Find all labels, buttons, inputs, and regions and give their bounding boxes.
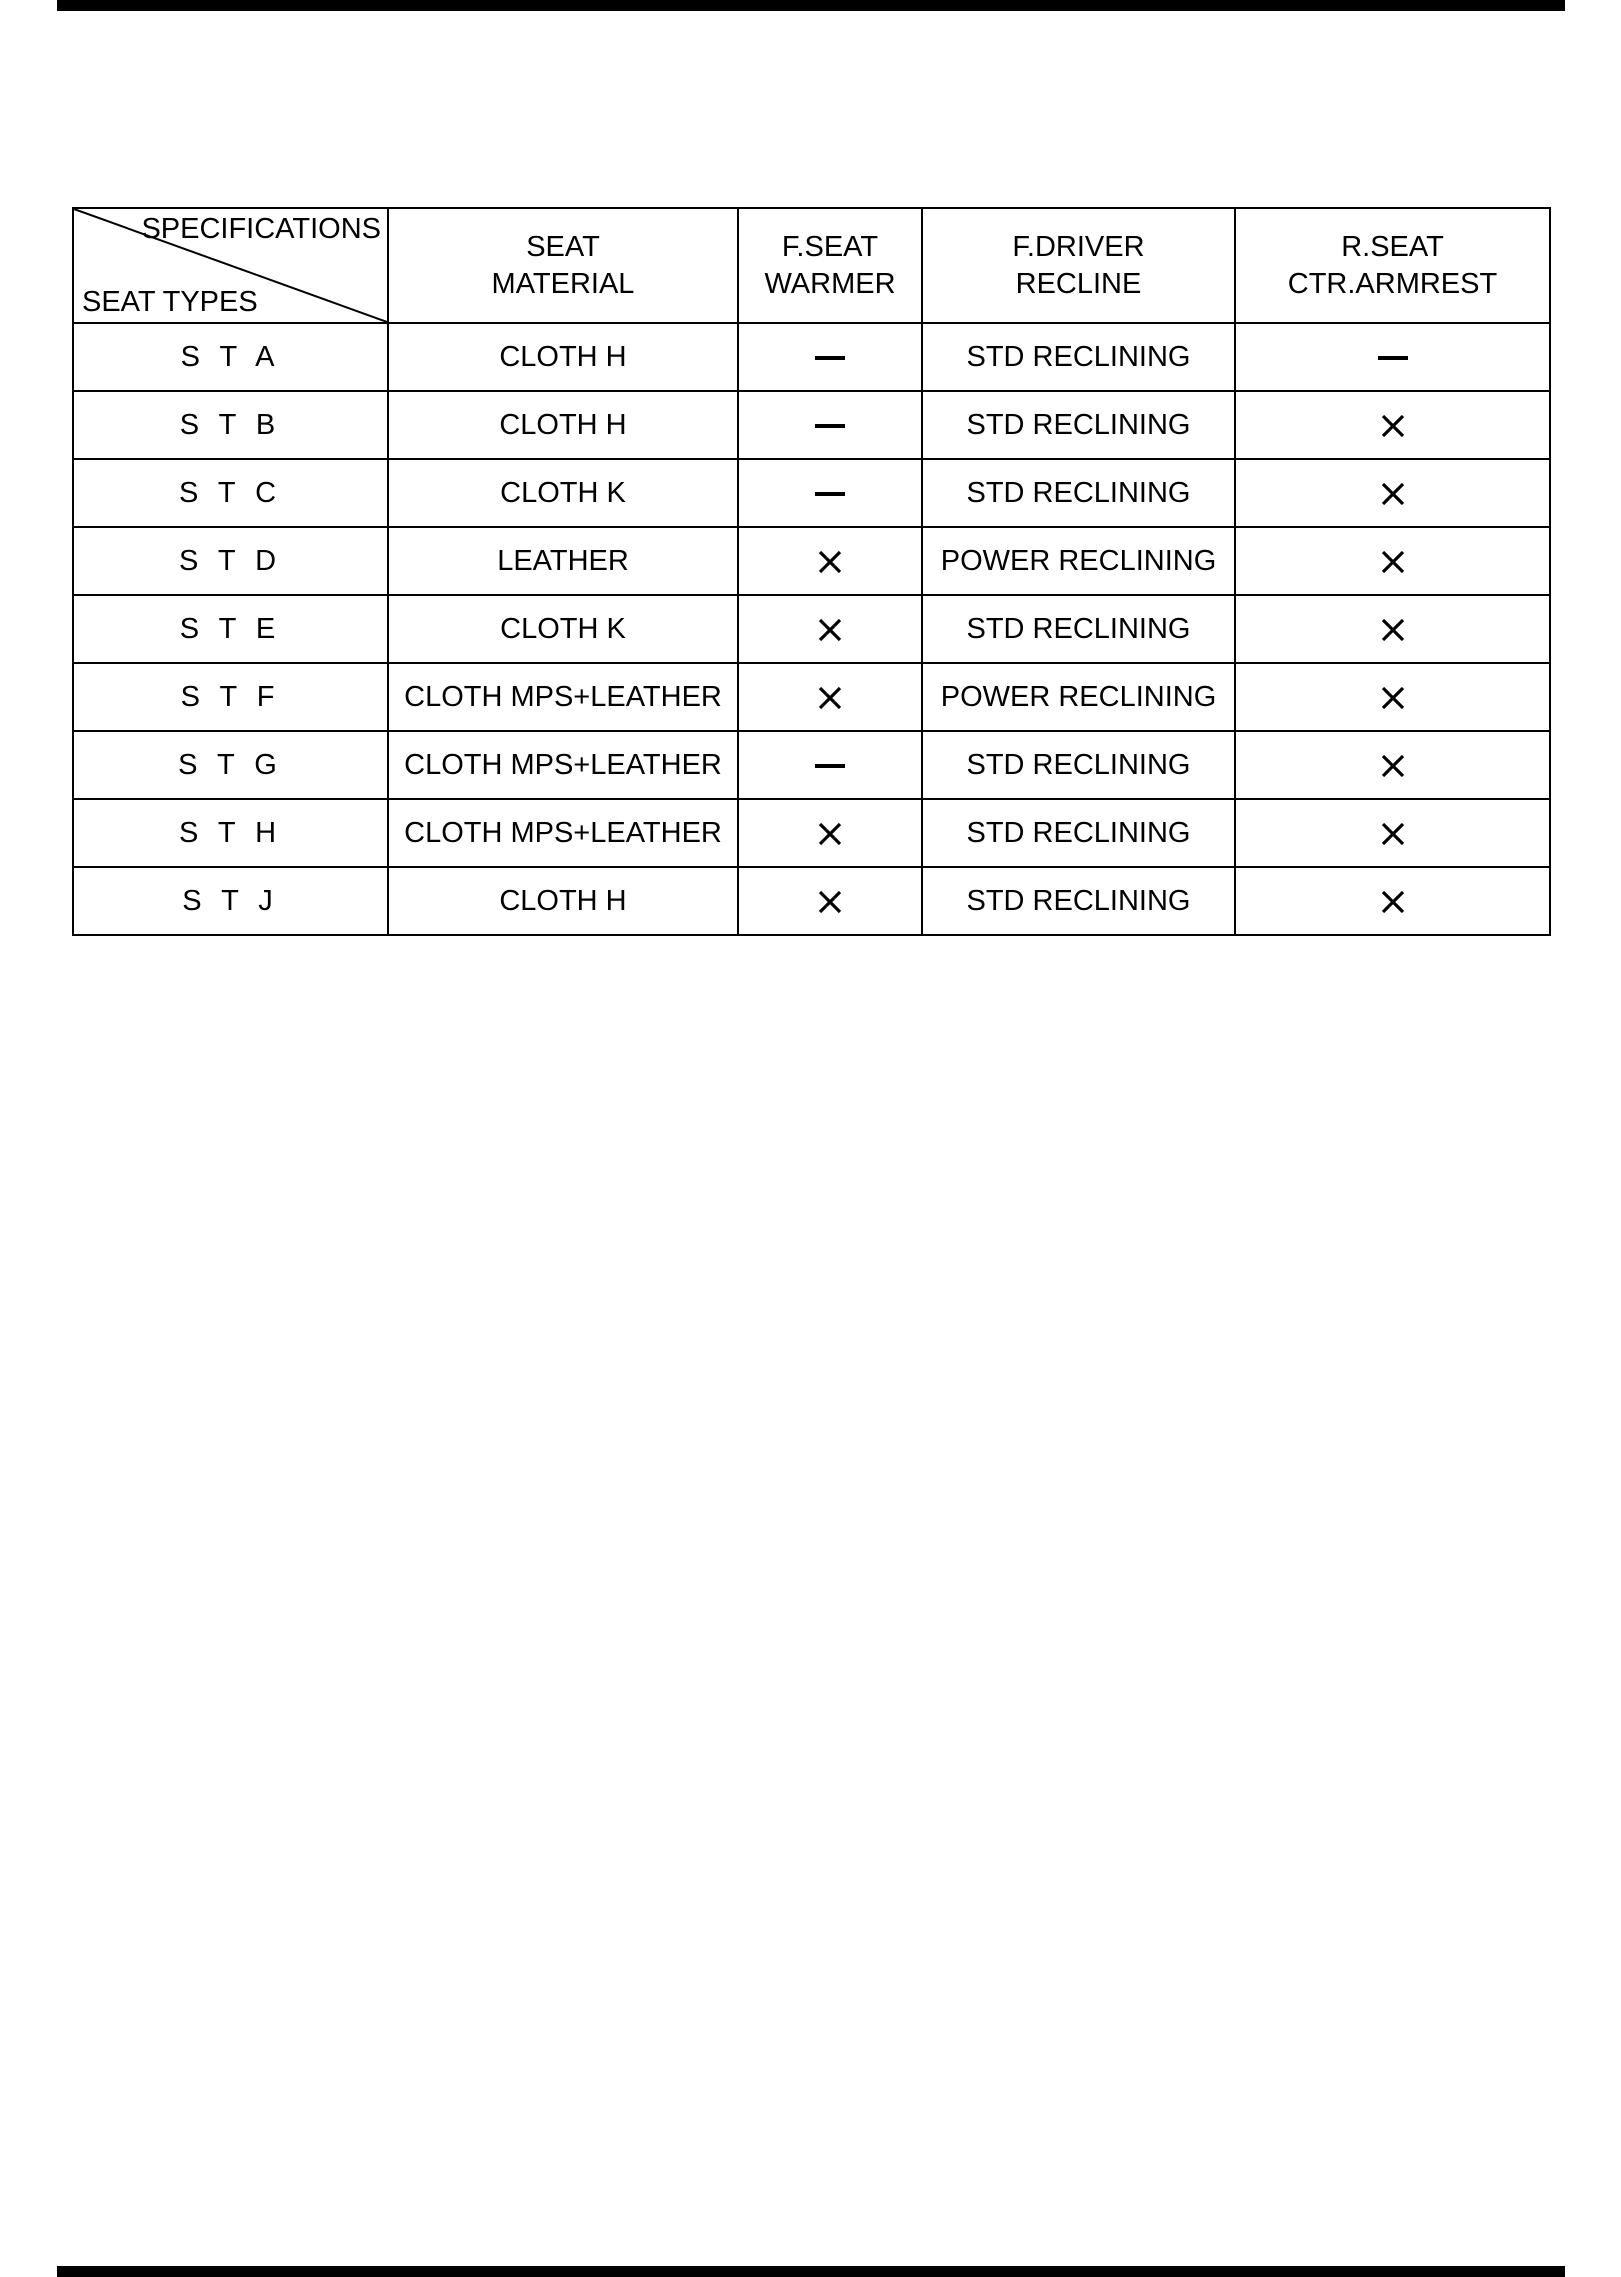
armrest-cell xyxy=(1235,663,1550,731)
driver-recline-cell: STD RECLINING xyxy=(922,867,1235,935)
dash-icon xyxy=(815,751,845,781)
seat-type-cell: S T C xyxy=(178,476,283,509)
table-row xyxy=(73,527,1550,595)
armrest-cell xyxy=(1235,731,1550,799)
driver-recline-cell: STD RECLINING xyxy=(922,391,1235,459)
dash-icon xyxy=(815,479,845,509)
dash-icon xyxy=(815,411,845,441)
corner-header-cell xyxy=(73,208,388,323)
seat-material-cell: CLOTH MPS+LEATHER xyxy=(388,799,738,867)
cross-icon xyxy=(815,615,845,645)
seat-material-cell: CLOTH K xyxy=(388,459,738,527)
seat-warmer-cell xyxy=(738,867,922,935)
seat-material-cell: CLOTH H xyxy=(388,323,738,391)
column-header-line: CTR.ARMREST xyxy=(1287,267,1498,300)
cross-icon xyxy=(1378,479,1408,509)
seat-material-cell: CLOTH MPS+LEATHER xyxy=(388,731,738,799)
seat-warmer-cell xyxy=(738,799,922,867)
seat-warmer-cell xyxy=(738,731,922,799)
top-rule xyxy=(57,0,1565,11)
armrest-cell xyxy=(1235,323,1550,391)
seat-material-cell: CLOTH H xyxy=(388,391,738,459)
seat-type-cell: S T A xyxy=(180,340,281,373)
seat-material-cell: CLOTH K xyxy=(388,595,738,663)
table-row xyxy=(73,391,1550,459)
specifications-label: SPECIFICATIONS xyxy=(141,213,381,245)
seat-spec-table xyxy=(72,207,1551,936)
table-row xyxy=(73,867,1550,935)
seat-warmer-cell xyxy=(738,391,922,459)
cross-icon xyxy=(1378,819,1408,849)
driver-recline-cell: POWER RECLINING xyxy=(922,527,1235,595)
seat-type-cell: S T E xyxy=(179,612,282,645)
seat-warmer-cell xyxy=(738,663,922,731)
seat-material-cell: CLOTH H xyxy=(388,867,738,935)
column-header-driver-recline xyxy=(922,208,1235,323)
table-row xyxy=(73,595,1550,663)
table-row xyxy=(73,799,1550,867)
cross-icon xyxy=(815,547,845,577)
cross-icon xyxy=(1378,547,1408,577)
armrest-cell xyxy=(1235,595,1550,663)
seat-warmer-cell xyxy=(738,459,922,527)
seat-type-cell: S T F xyxy=(180,680,281,713)
column-header-line: SEAT xyxy=(526,230,600,263)
column-header-line: WARMER xyxy=(764,267,896,300)
driver-recline-cell: STD RECLINING xyxy=(922,459,1235,527)
seat-material-cell: CLOTH MPS+LEATHER xyxy=(388,663,738,731)
column-header-armrest xyxy=(1235,208,1550,323)
column-header-line: F.SEAT xyxy=(781,230,879,263)
column-header-line: RECLINE xyxy=(1015,267,1142,300)
driver-recline-cell: POWER RECLINING xyxy=(922,663,1235,731)
seat-type-cell: S T G xyxy=(178,748,283,781)
armrest-cell xyxy=(1235,459,1550,527)
armrest-cell xyxy=(1235,867,1550,935)
driver-recline-cell: STD RECLINING xyxy=(922,595,1235,663)
seat-material-cell: LEATHER xyxy=(388,527,738,595)
seat-warmer-cell xyxy=(738,323,922,391)
seat-type-cell: S T J xyxy=(182,884,279,917)
dash-icon xyxy=(1378,343,1408,373)
armrest-cell xyxy=(1235,527,1550,595)
seat-type-cell: S T B xyxy=(179,408,282,441)
driver-recline-cell: STD RECLINING xyxy=(922,731,1235,799)
seat-type-cell: S T D xyxy=(178,544,283,577)
column-header-line: MATERIAL xyxy=(491,267,635,300)
cross-icon xyxy=(1378,411,1408,441)
table-row xyxy=(73,731,1550,799)
seat-warmer-cell xyxy=(738,527,922,595)
cross-icon xyxy=(1378,751,1408,781)
cross-icon xyxy=(1378,683,1408,713)
dash-icon xyxy=(815,343,845,373)
table-header-row xyxy=(73,208,1550,323)
cross-icon xyxy=(815,819,845,849)
cross-icon xyxy=(1378,887,1408,917)
column-header-seat-material xyxy=(388,208,738,323)
bottom-rule xyxy=(57,2266,1565,2277)
armrest-cell xyxy=(1235,799,1550,867)
driver-recline-cell: STD RECLINING xyxy=(922,799,1235,867)
column-header-line: F.DRIVER xyxy=(1012,230,1145,263)
column-header-seat-warmer xyxy=(738,208,922,323)
table-row xyxy=(73,663,1550,731)
cross-icon xyxy=(815,887,845,917)
table-body xyxy=(73,323,1550,935)
seat-types-label: SEAT TYPES xyxy=(82,286,258,318)
armrest-cell xyxy=(1235,391,1550,459)
table-row xyxy=(73,459,1550,527)
column-header-line: R.SEAT xyxy=(1341,230,1444,263)
cross-icon xyxy=(815,683,845,713)
seat-type-cell: S T H xyxy=(178,816,283,849)
driver-recline-cell: STD RECLINING xyxy=(922,323,1235,391)
seat-warmer-cell xyxy=(738,595,922,663)
cross-icon xyxy=(1378,615,1408,645)
table-row xyxy=(73,323,1550,391)
